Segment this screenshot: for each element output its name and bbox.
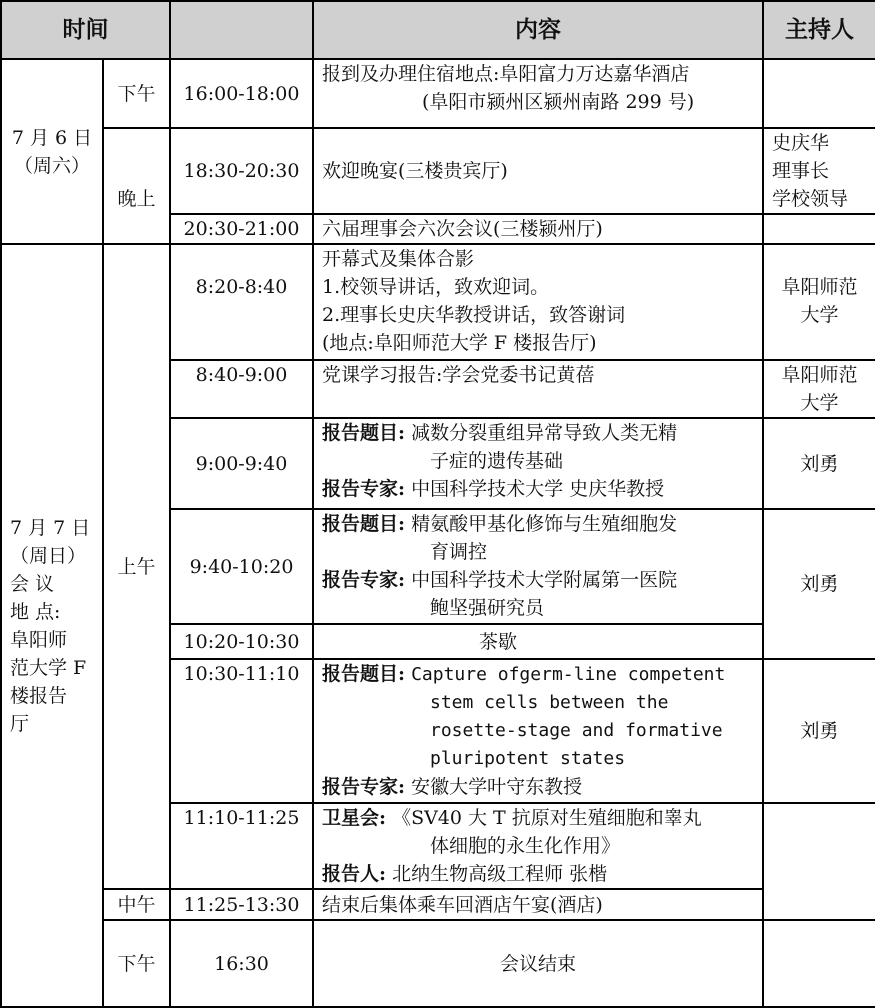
content: 茶歇	[313, 624, 763, 659]
time-slot: 16:00-18:00	[170, 59, 313, 128]
host: 刘勇	[763, 659, 875, 803]
time-slot: 16:30	[170, 920, 313, 1007]
period: 晚上	[103, 128, 170, 244]
table-row	[1, 244, 875, 360]
day1-date: 7 月 6 日 （周六）	[1, 59, 103, 244]
host	[763, 59, 875, 128]
period: 上午	[103, 244, 170, 889]
report: 报告题目: 减数分裂重组异常导致人类无精 子症的遗传基础 报告专家: 中国科学技术大学 史庆华教授	[313, 418, 763, 509]
host: 阜阳师范 大学	[763, 360, 875, 418]
host	[763, 214, 875, 244]
host: 刘勇	[763, 418, 875, 509]
time-slot: 8:40-9:00	[170, 360, 313, 418]
content: 报到及办理住宿地点:阜阳富力万达嘉华酒店 (阜阳市颍州区颍州南路 299 号)	[313, 59, 763, 128]
time-slot: 9:00-9:40	[170, 418, 313, 509]
table-row	[1, 889, 875, 920]
host	[763, 803, 875, 920]
host	[763, 920, 875, 1007]
host: 史庆华 理事长 学校领导	[763, 128, 875, 214]
host: 刘勇	[763, 509, 875, 659]
satellite-meeting: 卫星会: 《SV40 大 T 抗原对生殖细胞和睾丸 体细胞的永生化作用》 报告人: 北纳生物高级工程师 张楷	[313, 803, 763, 889]
period: 下午	[103, 59, 170, 128]
report: 报告题目: 精氨酸甲基化修饰与生殖细胞发 育调控 报告专家: 中国科学技术大学附属第一医院 鲍坚强研究员	[313, 509, 763, 624]
header-content: 内容	[313, 1, 763, 59]
table-row	[1, 920, 875, 1007]
time-slot: 10:20-10:30	[170, 624, 313, 659]
period: 下午	[103, 920, 170, 1007]
content: 结束后集体乘车回酒店午宴(酒店)	[313, 889, 763, 920]
time-slot: 10:30-11:10	[170, 659, 313, 803]
header-row	[1, 1, 875, 59]
content: 欢迎晚宴(三楼贵宾厅)	[313, 128, 763, 214]
time-slot: 8:20-8:40	[170, 244, 313, 360]
content: 六届理事会六次会议(三楼颍州厅)	[313, 214, 763, 244]
time-slot: 11:25-13:30	[170, 889, 313, 920]
host: 阜阳师范 大学	[763, 244, 875, 360]
table-row	[1, 128, 875, 214]
time-slot: 9:40-10:20	[170, 509, 313, 624]
day2-date: 7 月 7 日 （周日） 会 议 地 点: 阜阳师 范大学 F 楼报告 厅	[1, 244, 103, 1007]
report: 报告题目: Capture ofgerm-line competent stem cells between the rosette-stage and formative pluripotent states 报告专家: 安徽大学叶守东教授	[313, 659, 763, 803]
content: 开幕式及集体合影 1.校领导讲话，致欢迎词。 2.理事长史庆华教授讲话，致答谢词 (地点:阜阳师范大学 F 楼报告厅)	[313, 244, 763, 360]
table-row	[1, 59, 875, 128]
time-slot: 18:30-20:30	[170, 128, 313, 214]
header-host: 主持人	[763, 1, 875, 59]
period: 中午	[103, 889, 170, 920]
time-slot: 20:30-21:00	[170, 214, 313, 244]
time-slot: 11:10-11:25	[170, 803, 313, 889]
content: 会议结束	[313, 920, 763, 1007]
header-empty	[170, 1, 313, 59]
content: 党课学习报告:学会党委书记黄蓓	[313, 360, 763, 418]
header-time: 时间	[1, 1, 170, 59]
